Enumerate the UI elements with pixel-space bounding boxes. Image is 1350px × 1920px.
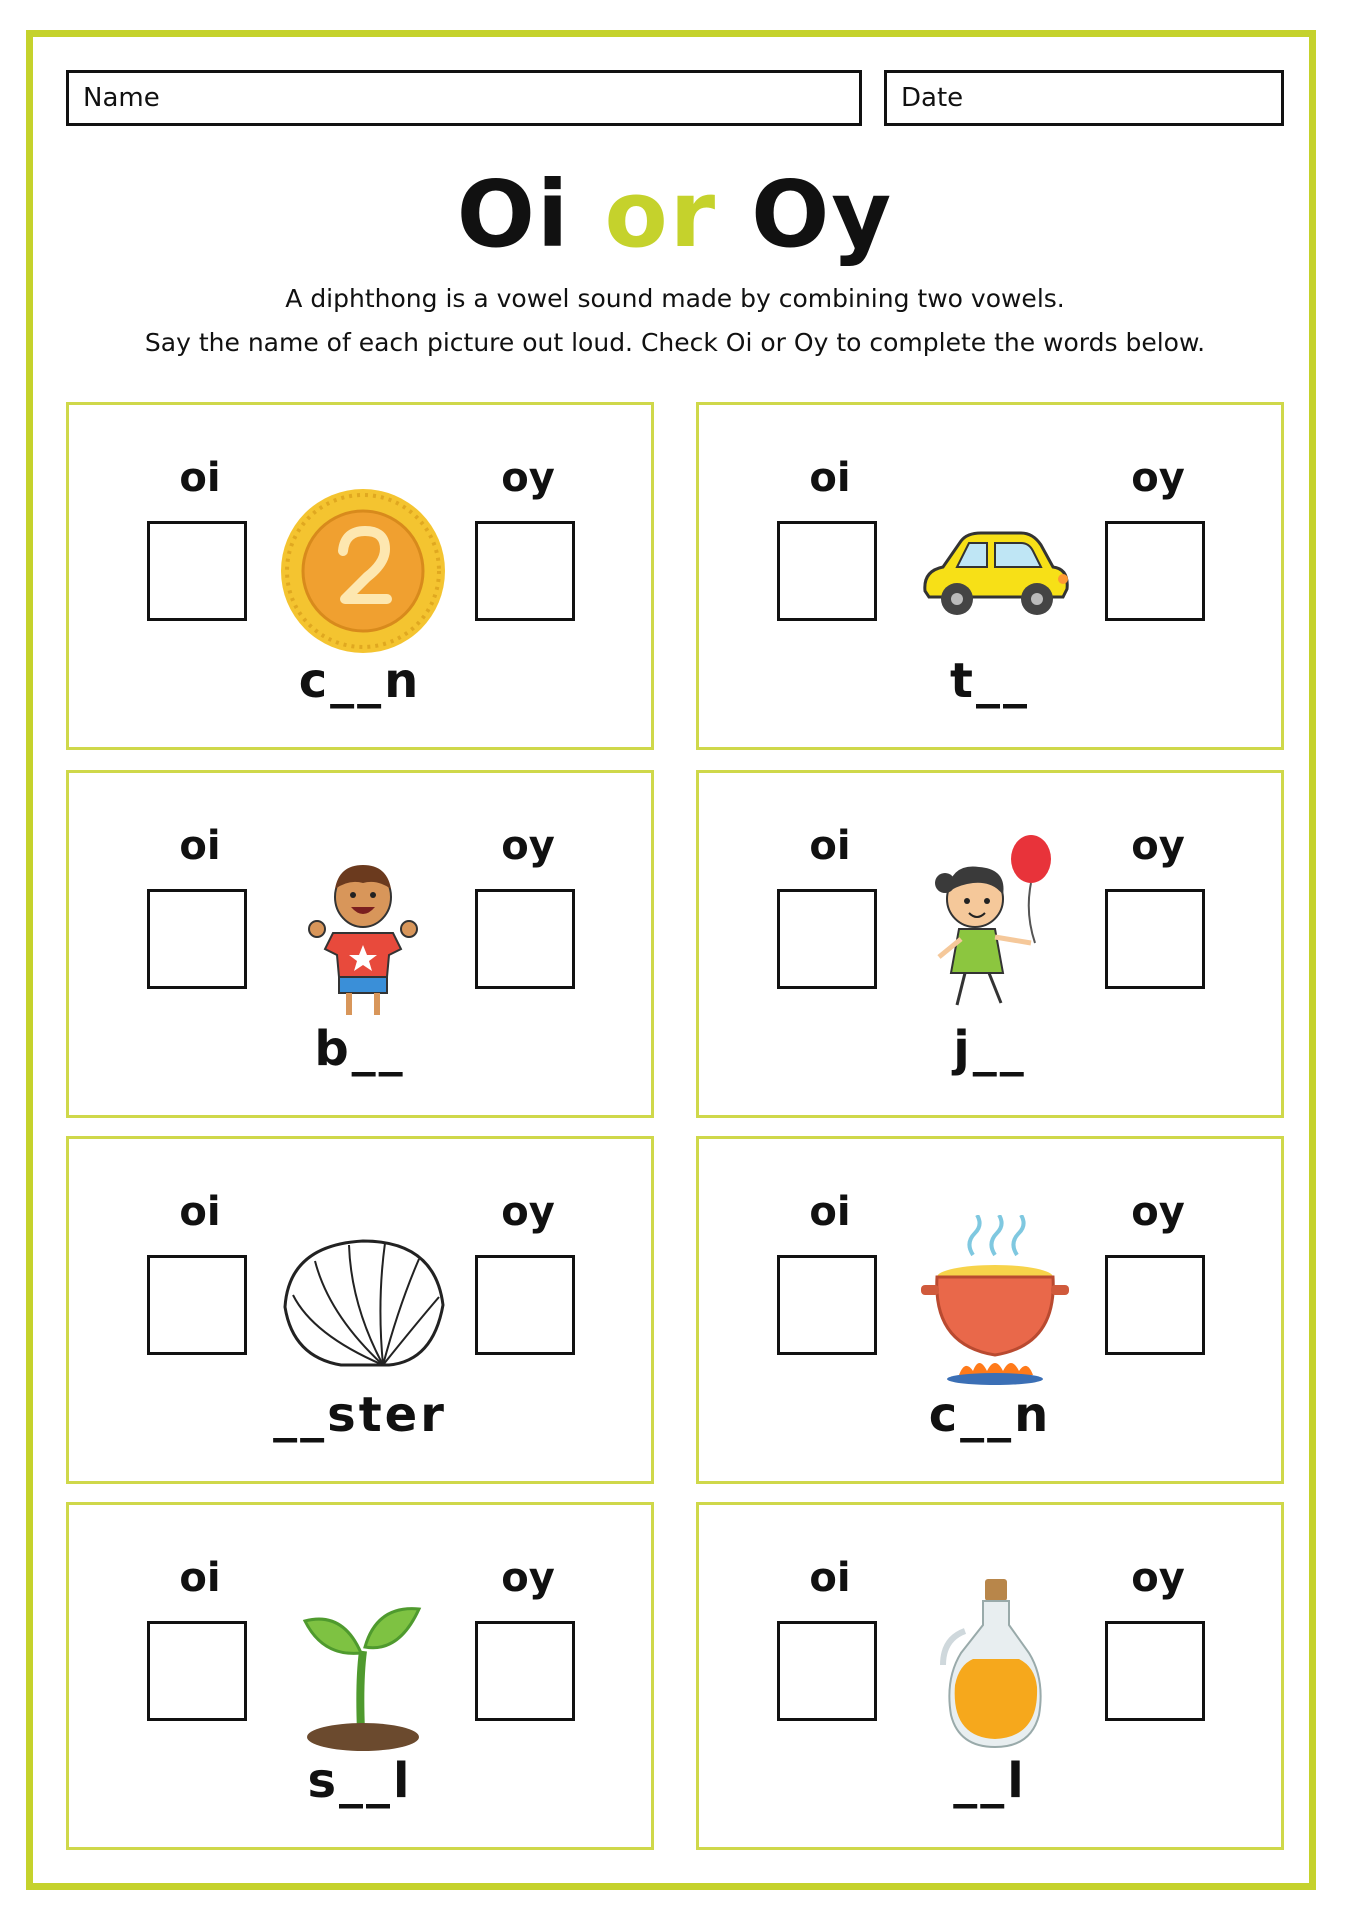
option-oy-label: oy xyxy=(501,1189,555,1235)
card-soil xyxy=(66,1502,654,1850)
oi-checkbox[interactable] xyxy=(147,1255,247,1355)
word-blank: c__n xyxy=(928,1387,1052,1443)
worksheet-title xyxy=(0,160,1350,270)
oi-checkbox[interactable] xyxy=(147,521,247,621)
oi-checkbox[interactable] xyxy=(147,889,247,989)
oi-checkbox[interactable] xyxy=(777,1255,877,1355)
title-oy: Oy xyxy=(751,161,894,268)
option-oi-label: oi xyxy=(809,1555,851,1601)
oi-checkbox[interactable] xyxy=(147,1621,247,1721)
card-joy xyxy=(696,770,1284,1118)
boy-icon xyxy=(273,849,453,1029)
instruction-line-1: A diphthong is a vowel sound made by combining two vowels. xyxy=(285,284,1065,313)
option-oi-label: oi xyxy=(179,1189,221,1235)
oyster-shell-icon xyxy=(273,1215,453,1395)
oy-checkbox[interactable] xyxy=(475,1255,575,1355)
oil-bottle-icon xyxy=(903,1565,1083,1765)
option-oi-label: oi xyxy=(179,1555,221,1601)
oi-checkbox[interactable] xyxy=(777,521,877,621)
word-blank: __l xyxy=(953,1753,1027,1809)
sprout-soil-icon xyxy=(273,1581,453,1761)
option-oi-label: oi xyxy=(809,455,851,501)
word-blank: t__ xyxy=(950,653,1030,709)
date-label: Date xyxy=(901,83,964,113)
option-oy-label: oy xyxy=(501,823,555,869)
option-oy-label: oy xyxy=(1131,1189,1185,1235)
card-toy xyxy=(696,402,1284,750)
word-blank: c__n xyxy=(298,653,422,709)
cooking-pot-icon xyxy=(903,1215,1083,1395)
instruction-line-2: Say the name of each picture out loud. Check Oi or Oy to complete the words below. xyxy=(144,328,1206,357)
card-oil xyxy=(696,1502,1284,1850)
card-oyster xyxy=(66,1136,654,1484)
name-label: Name xyxy=(83,83,160,113)
oy-checkbox[interactable] xyxy=(1105,1255,1205,1355)
option-oy-label: oy xyxy=(501,1555,555,1601)
word-blank: s__l xyxy=(307,1753,413,1809)
word-blank: __ster xyxy=(273,1387,447,1443)
word-blank: b__ xyxy=(314,1021,406,1077)
option-oy-label: oy xyxy=(1131,455,1185,501)
oy-checkbox[interactable] xyxy=(475,521,575,621)
joy-girl-balloon-icon xyxy=(903,813,1083,1033)
card-coin xyxy=(66,402,654,750)
title-or: or xyxy=(604,161,718,268)
coin-icon xyxy=(273,481,453,661)
toy-car-icon xyxy=(903,481,1083,661)
option-oy-label: oy xyxy=(1131,823,1185,869)
oy-checkbox[interactable] xyxy=(475,1621,575,1721)
oy-checkbox[interactable] xyxy=(1105,889,1205,989)
oi-checkbox[interactable] xyxy=(777,1621,877,1721)
option-oi-label: oi xyxy=(809,823,851,869)
option-oi-label: oi xyxy=(179,823,221,869)
oy-checkbox[interactable] xyxy=(475,889,575,989)
option-oy-label: oy xyxy=(1131,1555,1185,1601)
option-oi-label: oi xyxy=(809,1189,851,1235)
oy-checkbox[interactable] xyxy=(1105,1621,1205,1721)
date-field[interactable] xyxy=(884,70,1284,126)
word-blank: j__ xyxy=(953,1021,1027,1077)
oy-checkbox[interactable] xyxy=(1105,521,1205,621)
card-boy xyxy=(66,770,654,1118)
title-oi: Oi xyxy=(456,161,571,268)
oi-checkbox[interactable] xyxy=(777,889,877,989)
name-field[interactable] xyxy=(66,70,862,126)
card-coin-cooking xyxy=(696,1136,1284,1484)
option-oy-label: oy xyxy=(501,455,555,501)
option-oi-label: oi xyxy=(179,455,221,501)
